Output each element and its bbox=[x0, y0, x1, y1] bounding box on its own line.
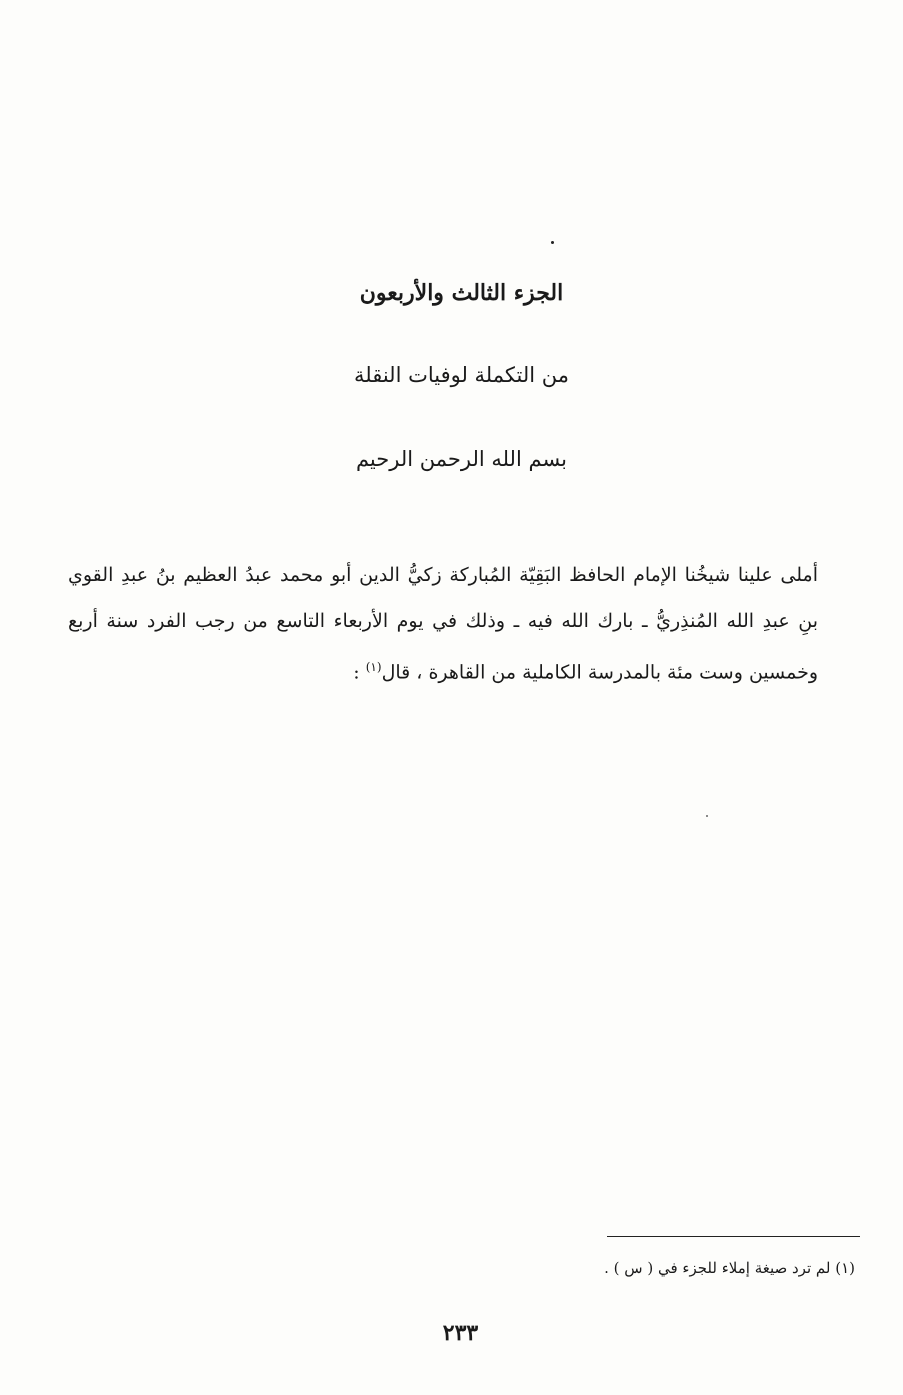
intro-text: أملى علينا شيخُنا الإمام الحافظ البَقِيّة المُباركة زكيُّ الدين أبو محمد عبدُ العظيم بنُ عبدِ القوي بنِ عبدِ الله المُنذِريُّ ـ بارك الله فيه ـ وذلك في يوم الأربعاء التاسع من رجب الفرد سنة أربع وخمسين وست مئة بالمدرسة الكاملية من القاهرة ، قال bbox=[68, 564, 818, 684]
intro-closing: : bbox=[353, 661, 366, 684]
footnote-reference: (١) bbox=[365, 660, 382, 674]
scan-speck bbox=[551, 241, 554, 244]
footnote-divider bbox=[607, 1236, 860, 1237]
scan-speck bbox=[706, 815, 708, 817]
basmala: بسم الله الرحمن الرحيم bbox=[355, 447, 568, 471]
book-subtitle: من التكملة لوفيات النقلة bbox=[354, 363, 569, 387]
part-title: الجزء الثالث والأربعون bbox=[359, 280, 564, 306]
intro-paragraph bbox=[68, 552, 818, 695]
page-number: ٢٣٣ bbox=[442, 1320, 479, 1346]
footnote: (١) لم ترد صيغة إملاء للجزء في ( س ) . bbox=[604, 1259, 855, 1277]
